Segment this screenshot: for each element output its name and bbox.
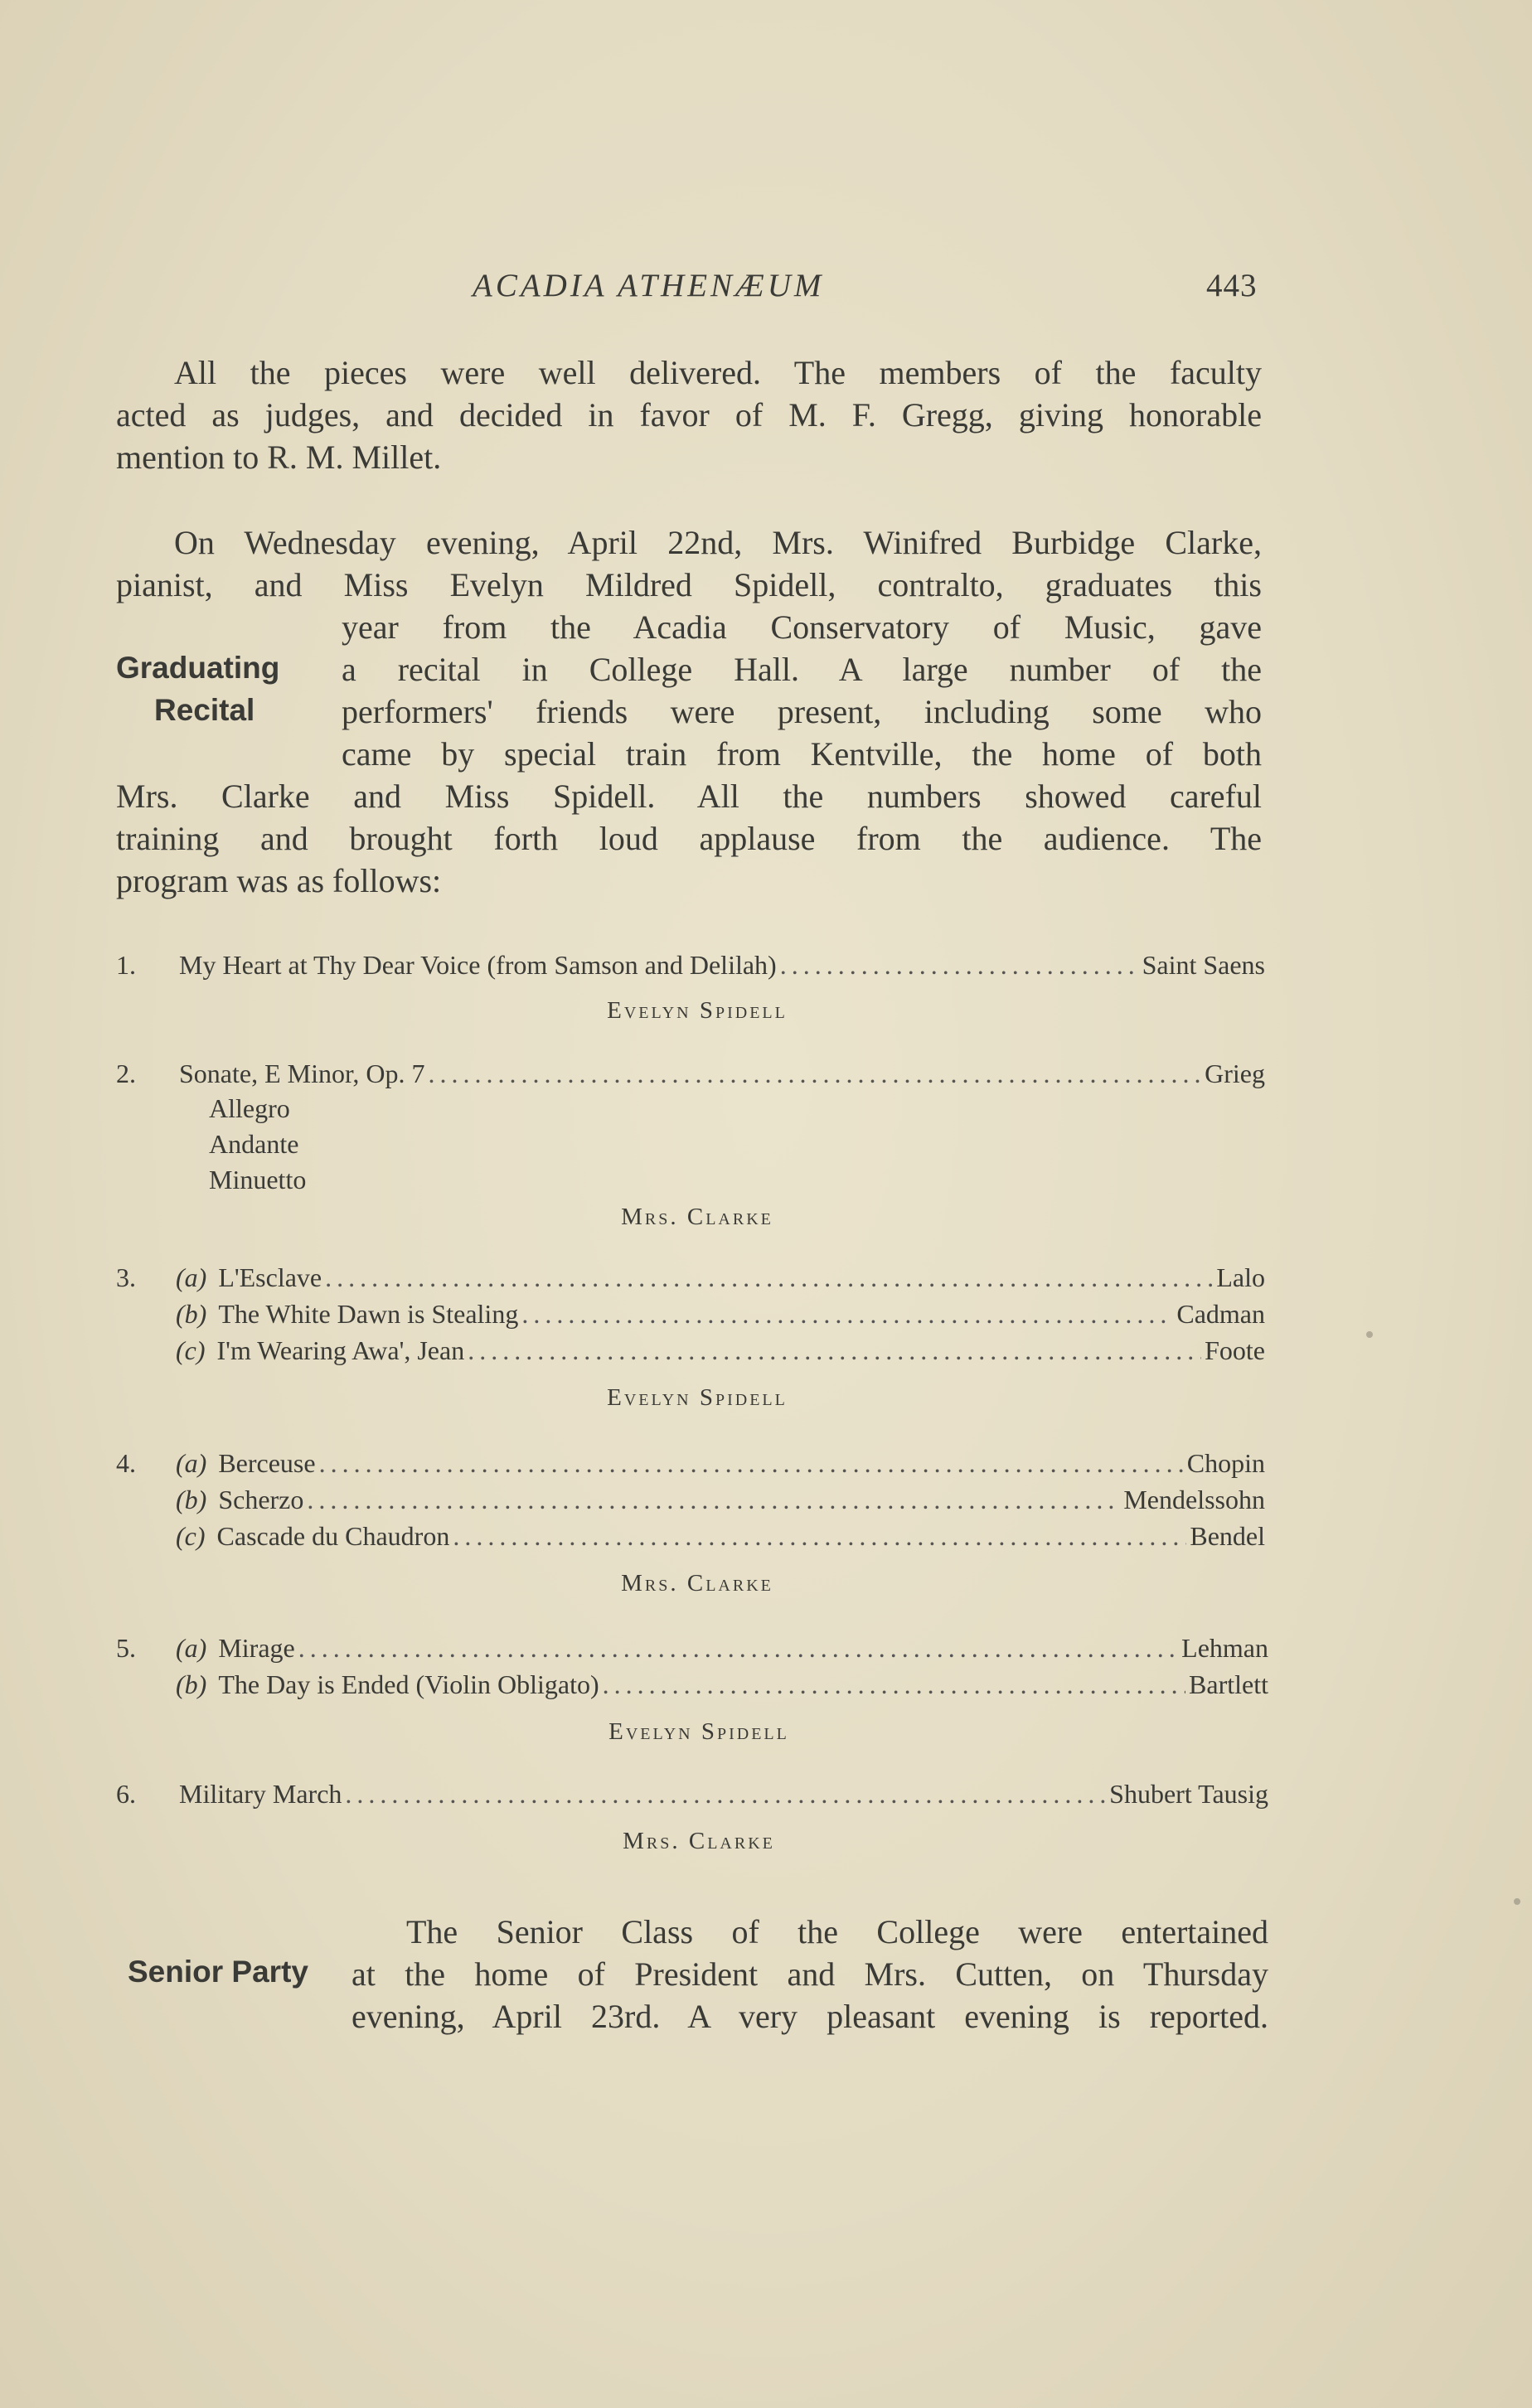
dot-leader [780, 950, 1139, 981]
composer: Shubert Tausig [1109, 1779, 1268, 1809]
movement: Minuetto [209, 1165, 307, 1194]
performer: Evelyn Spidell [607, 1384, 788, 1411]
text-line: at the home of President and Mrs. Cutten, on Thursday [351, 1955, 1268, 1993]
program-entry [176, 1262, 1265, 1293]
program-entry [176, 1521, 1265, 1552]
text-line: acted as judges, and decided in favor of M. F. Gregg, giving honorable [116, 396, 1262, 434]
composer: Lehman [1181, 1633, 1268, 1663]
page-number: 443 [1206, 268, 1258, 303]
composer: Cadman [1176, 1299, 1265, 1329]
entry-mark: (b) [176, 1485, 207, 1514]
composer: Saint Saens [1142, 950, 1265, 980]
movement: Allegro [209, 1093, 290, 1123]
dot-leader [453, 1521, 1186, 1552]
sidehead-recital: Recital [154, 693, 255, 727]
performer: Mrs. Clarke [621, 1570, 773, 1596]
program-entry [176, 1299, 1265, 1330]
text-line: training and brought forth loud applause from the audience. The [116, 820, 1262, 857]
composer: Foote [1205, 1335, 1265, 1365]
text-line: year from the Acadia Conservatory of Music, gave [342, 608, 1262, 646]
dot-leader [603, 1669, 1185, 1700]
entry-mark: (c) [176, 1335, 206, 1365]
piece-title: Cascade du Chaudron [216, 1521, 450, 1551]
dot-leader [319, 1448, 1184, 1479]
sidehead-graduating: Graduating [116, 651, 280, 685]
program-number: 4. [116, 1448, 136, 1478]
text-line: evening, April 23rd. A very pleasant evening is reported. [351, 1998, 1268, 2035]
text-line: All the pieces were well delivered. The members of the faculty [174, 354, 1262, 391]
piece-title: My Heart at Thy Dear Voice (from Samson and Delilah) [179, 950, 777, 980]
piece-title: The Day is Ended (Violin Obligato) [218, 1669, 599, 1699]
entry-mark: (b) [176, 1669, 207, 1699]
program-entry [179, 1779, 1268, 1810]
text-line: came by special train from Kentville, the home of both [342, 735, 1262, 773]
text-line: Mrs. Clarke and Miss Spidell. All the numbers showed careful [116, 778, 1262, 815]
program-number: 5. [116, 1633, 136, 1663]
program-number: 2. [116, 1059, 136, 1088]
dot-leader [298, 1633, 1178, 1664]
text-line: mention to R. M. Millet. [116, 438, 442, 476]
piece-title: Military March [179, 1779, 342, 1809]
performer: Mrs. Clarke [623, 1828, 775, 1854]
running-title: ACADIA ATHENÆUM [473, 268, 825, 303]
paper-speck [1514, 1898, 1520, 1905]
text-line: pianist, and Miss Evelyn Mildred Spidell, contralto, graduates this [116, 566, 1262, 603]
entry-mark: (a) [176, 1448, 207, 1478]
paper-speck [1366, 1331, 1373, 1338]
composer: Lalo [1216, 1262, 1265, 1292]
piece-title: Sonate, E Minor, Op. 7 [179, 1059, 425, 1088]
movement: Andante [209, 1129, 299, 1159]
performer: Evelyn Spidell [608, 1718, 789, 1745]
piece-title: The White Dawn is Stealing [218, 1299, 519, 1329]
dot-leader [307, 1485, 1120, 1515]
piece-title: Scherzo [218, 1485, 304, 1514]
performer: Evelyn Spidell [607, 997, 788, 1024]
composer: Mendelssohn [1123, 1485, 1265, 1514]
program-entry [179, 950, 1265, 981]
program-entry [179, 1059, 1265, 1089]
program-entry [176, 1485, 1265, 1515]
entry-mark: (b) [176, 1299, 207, 1329]
entry-mark: (c) [176, 1521, 206, 1551]
sidehead-senior-party: Senior Party [128, 1955, 308, 1989]
dot-leader [428, 1059, 1201, 1089]
text-line: The Senior Class of the College were entertained [406, 1913, 1268, 1950]
program-number: 3. [116, 1262, 136, 1292]
performer: Mrs. Clarke [621, 1204, 773, 1230]
composer: Grieg [1205, 1059, 1265, 1088]
dot-leader [468, 1335, 1201, 1366]
text-line: performers' friends were present, including some who [342, 693, 1262, 730]
program-entry [176, 1633, 1268, 1664]
program-number: 1. [116, 950, 136, 980]
composer: Bendel [1190, 1521, 1265, 1551]
program-entry [176, 1448, 1265, 1479]
text-line: program was as follows: [116, 862, 442, 899]
text-line: a recital in College Hall. A large number of the [342, 651, 1262, 688]
entry-mark: (a) [176, 1633, 207, 1663]
entry-mark: (a) [176, 1262, 207, 1292]
piece-title: I'm Wearing Awa', Jean [216, 1335, 465, 1365]
program-number: 6. [116, 1779, 136, 1809]
program-entry [176, 1669, 1268, 1700]
dot-leader [345, 1779, 1106, 1810]
program-entry [176, 1335, 1265, 1366]
text-line: On Wednesday evening, April 22nd, Mrs. Winifred Burbidge Clarke, [174, 524, 1262, 561]
composer: Chopin [1186, 1448, 1265, 1478]
dot-leader [325, 1262, 1213, 1293]
piece-title: Berceuse [218, 1448, 316, 1478]
composer: Bartlett [1189, 1669, 1268, 1699]
piece-title: L'Esclave [218, 1262, 322, 1292]
piece-title: Mirage [218, 1633, 295, 1663]
dot-leader [521, 1299, 1173, 1330]
